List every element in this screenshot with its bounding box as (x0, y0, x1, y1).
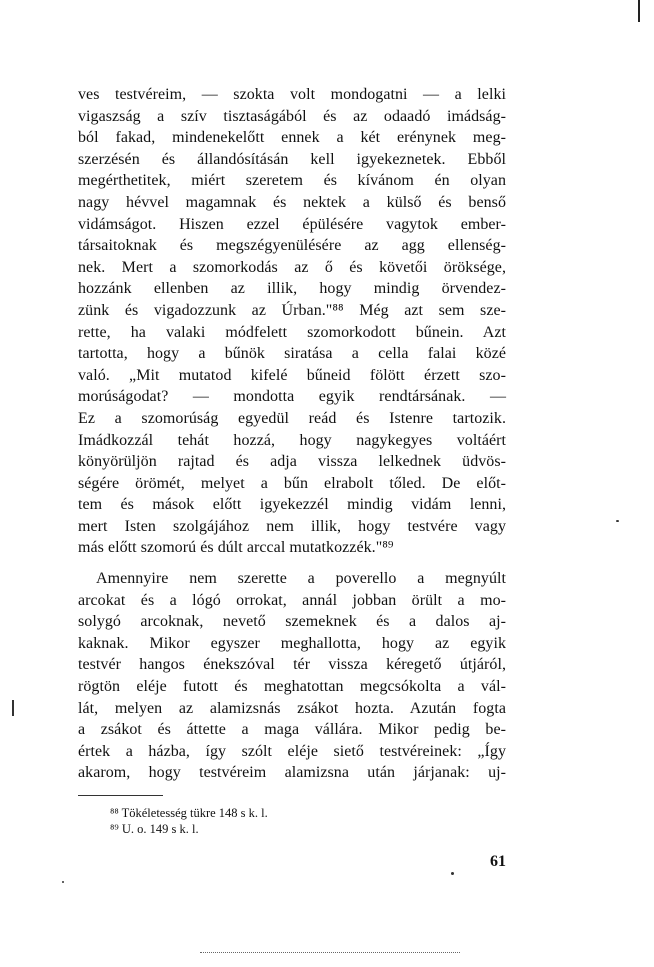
text-line: rögtön eléje futott és meghatottan megcsókolta a vál- (78, 678, 506, 696)
text-line: akarom, hogy testvéreim alamizsna után járjanak: uj- (78, 764, 506, 782)
scan-speck (451, 872, 454, 875)
page-number: 61 (490, 853, 506, 870)
text-line: ségére örömét, melyet a bűn elrabolt tőled. De előt- (78, 474, 506, 492)
text-line: más előtt szomorú és dúlt arccal mutatkozzék."⁸⁹ (78, 539, 394, 557)
text-line: ves testvéreim, — szokta volt mondogatni — a lelki (78, 86, 506, 103)
text-line: zünk és vigadozzunk az Úrban."⁸⁸ Még azt sem sze- (78, 301, 506, 319)
text-line: társaitoknak és megszégyenülésére az agg ellenség- (78, 237, 506, 255)
text-line: nek. Mert a szomorkodás az ő és követői öröksége, (78, 258, 506, 276)
text-line: a zsákot és áttette a maga vállára. Mikor pedig be- (78, 721, 506, 739)
text-line: Ez a szomorúság egyedül reád és Istenre tartozik. (78, 409, 506, 427)
text-line: szerzésén és állandósításán kell igyekeznetek. Ebből (78, 150, 506, 168)
scan-speck (616, 520, 619, 522)
text-line: solygó arcoknak, nevető szemeknek és a dalos aj- (78, 613, 506, 631)
text-line: ból fakad, mindenekelőtt ennek a két erénynek meg- (78, 129, 506, 147)
text-line: Amennyire nem szerette a poverello a megnyúlt (96, 570, 506, 588)
footnote-divider (78, 795, 163, 796)
text-line: vidámságot. Hiszen ezzel épülésére vagytok ember- (78, 215, 506, 233)
text-line: való. „Mit mutatod kifelé bűneid fölött érzett szo- (78, 366, 506, 384)
text-line: értek a házba, így szólt eléje siető testvéreinek: „Így (78, 742, 506, 760)
text-line: rette, ha valaki módfelett szomorkodott bűnein. Azt (78, 323, 506, 341)
text-line: morúságodat? — mondotta egyik rendtársának. — (78, 388, 506, 406)
text-line: tartotta, hogy a bűnök siratása a cella falai közé (78, 345, 506, 363)
footnotes (110, 805, 268, 837)
scan-speck (62, 881, 64, 883)
text-line: vigaszság a szív tisztaságából és az odaadó imádság- (78, 107, 506, 125)
footnote-89: ⁸⁹ U. o. 149 s k. l. (110, 822, 199, 836)
scan-noise (200, 952, 460, 955)
text-line: mert Isten szolgájához nem illik, hogy testvére vagy (78, 517, 506, 535)
text-line: testvér hangos énekszóval tér vissza kéregető útjáról, (78, 656, 506, 674)
text-line: nagy hévvel magamnak és nektek a külső és benső (78, 193, 506, 211)
text-line: lát, melyen az alamizsnás zsákot hozta. Azután fogta (78, 699, 506, 717)
text-line: hozzánk ellenben az illik, hogy mindig örvendez- (78, 280, 506, 298)
text-line: tem és mások előtt igyekezzél mindig vidám lenni, (78, 496, 506, 514)
paragraph-gap (78, 559, 506, 568)
text-line: kaknak. Mikor egyszer meghallotta, hogy az egyik (78, 634, 506, 652)
text-line: arcokat és a lógó orrokat, annál jobban örült a mo- (78, 591, 506, 609)
scan-edge-mark (638, 0, 640, 22)
footnote-88: ⁸⁸ Tökéletesség tükre 148 s k. l. (110, 806, 268, 820)
main-text (78, 84, 506, 784)
scan-speck (12, 700, 14, 716)
text-line: Imádkozzál tehát hozzá, hogy nagykegyes voltáért (78, 431, 506, 449)
paragraph-2 (78, 568, 506, 784)
text-line: könyörüljön rajtad és adja vissza lelkednek üdvös- (78, 453, 506, 471)
text-line: megérthetitek, miért szeretem és kívánom én olyan (78, 172, 506, 190)
paragraph-1 (78, 84, 506, 559)
